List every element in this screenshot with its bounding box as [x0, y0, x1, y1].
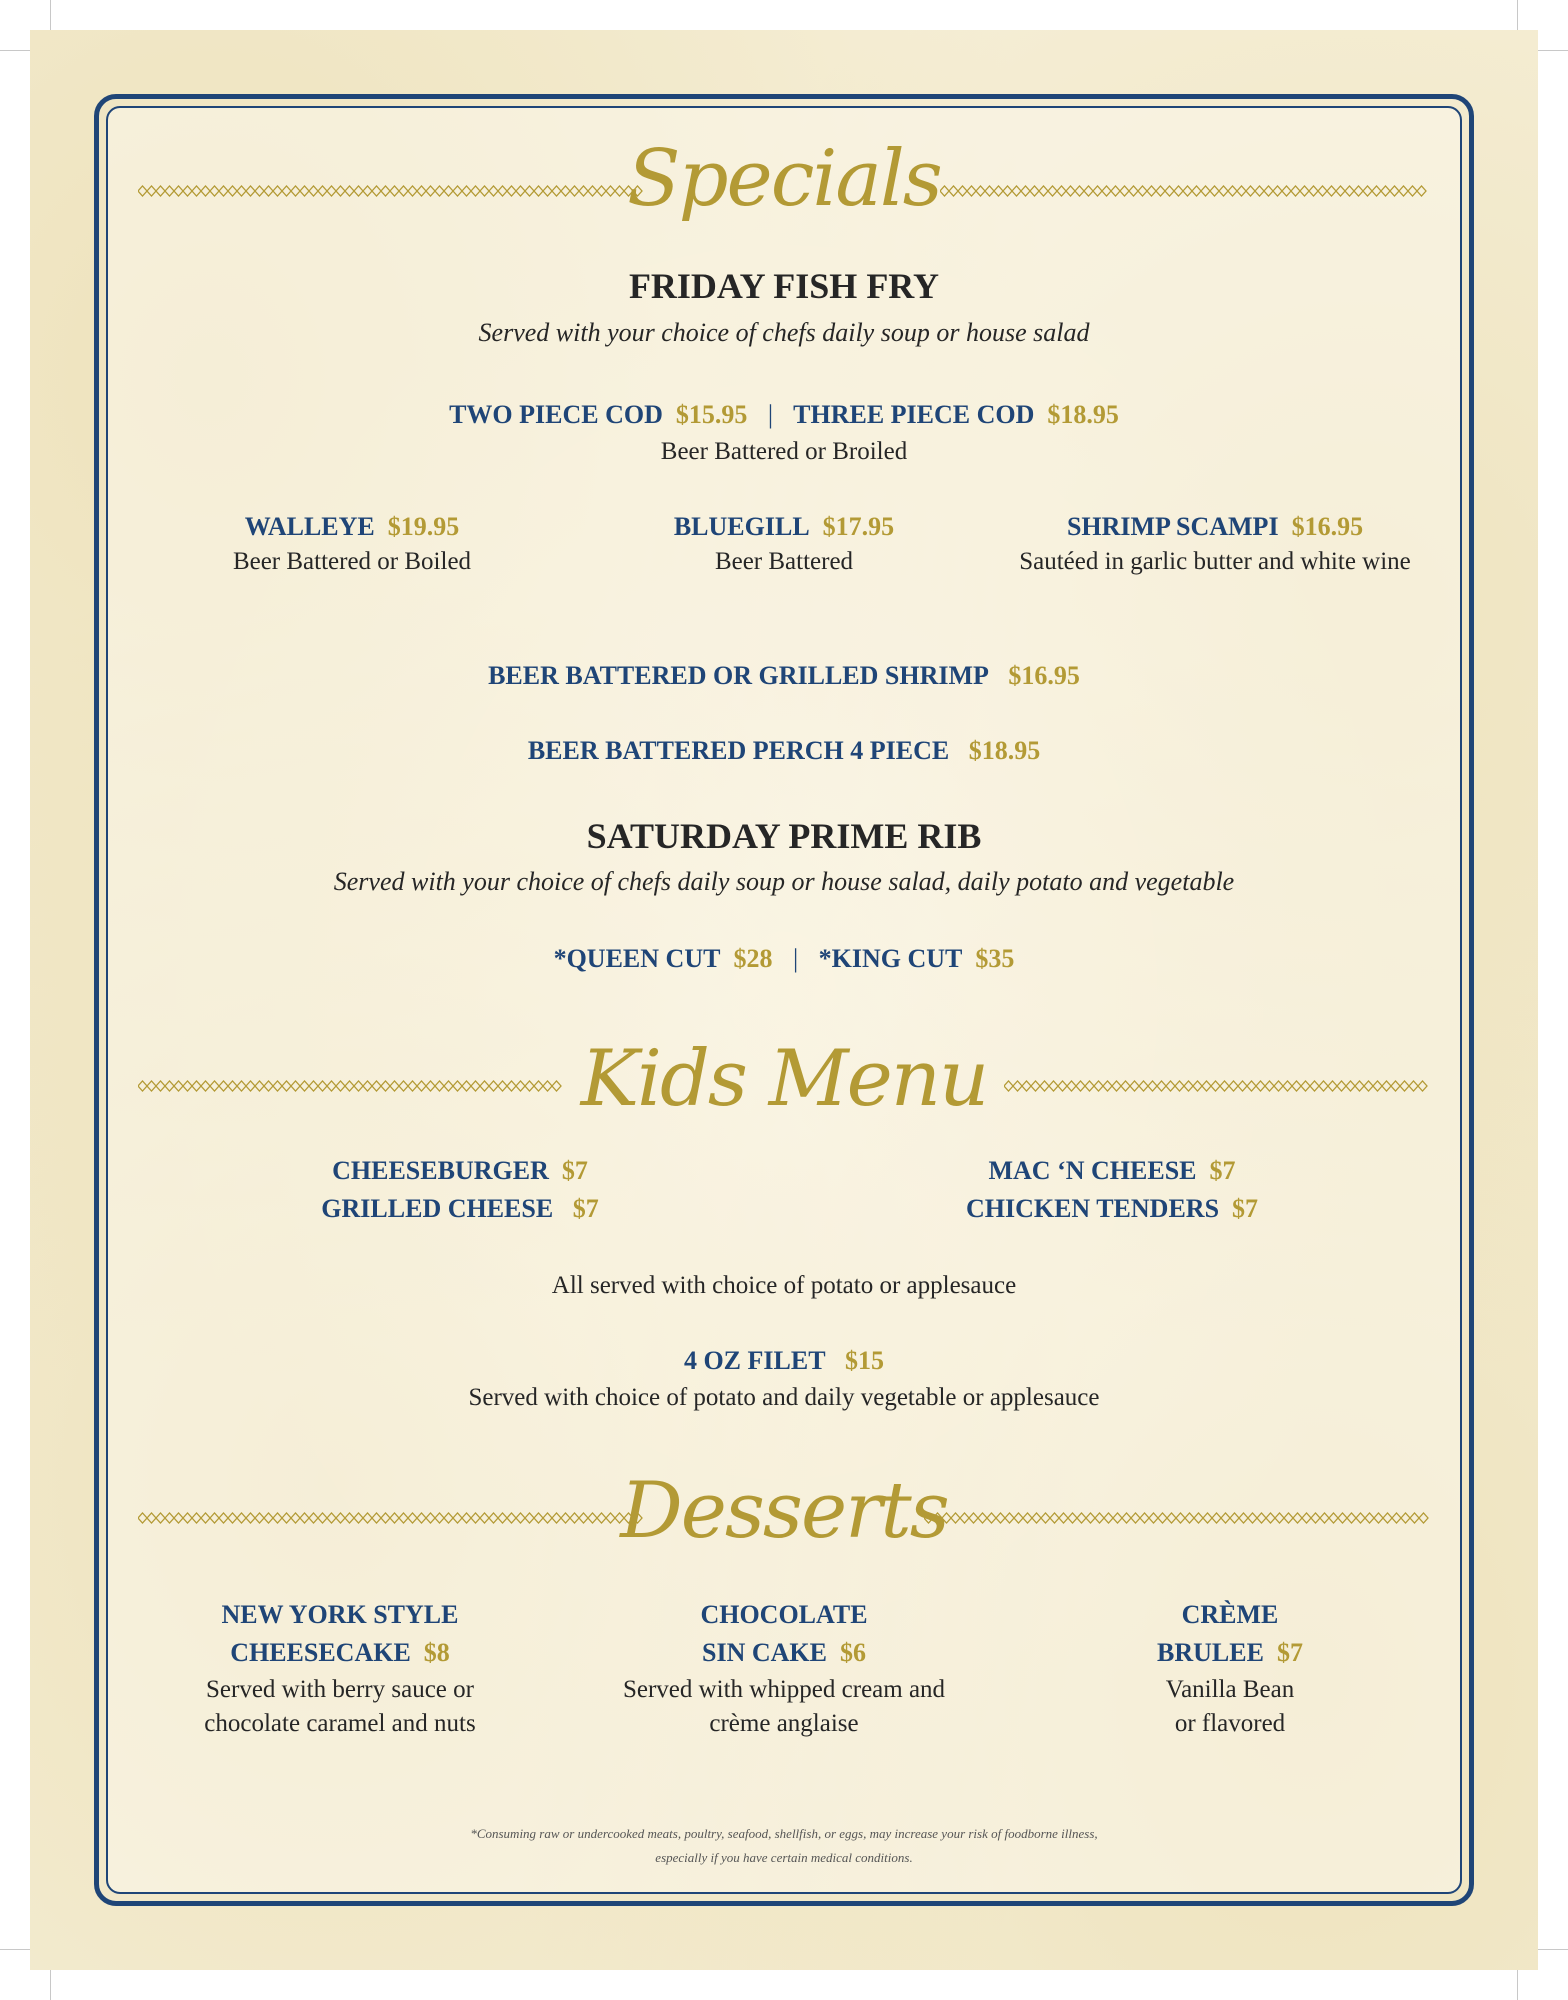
mac-n-cheese-name: MAC ‘N CHEESE	[988, 1156, 1197, 1185]
three-piece-cod-name: THREE PIECE COD	[793, 400, 1035, 429]
filet-name: 4 OZ FILET	[683, 1346, 826, 1375]
crop-mark	[50, 0, 51, 30]
disclaimer-line1: *Consuming raw or undercooked meats, poultry, seafood, shellfish, or eggs, may increase your risk of foodborne illness,	[470, 1826, 1098, 1841]
queen-cut-price: $28	[733, 944, 773, 973]
sin-cake-name-line2: SIN CAKE	[702, 1638, 827, 1667]
sin-cake-item	[584, 1600, 984, 1738]
sin-cake-name-line1: CHOCOLATE	[700, 1600, 868, 1629]
prime-rib-line	[0, 944, 1568, 974]
cheesecake-price: $8	[423, 1638, 450, 1667]
two-piece-cod-name: TWO PIECE COD	[449, 400, 663, 429]
queen-cut-name: *QUEEN CUT	[553, 944, 721, 973]
disclaimer-line2: especially if you have certain medical conditions.	[655, 1850, 913, 1865]
separator: |	[767, 400, 774, 429]
bluegill-name: BLUEGILL	[673, 512, 810, 541]
filet-description: Served with choice of potato and daily vegetable or applesauce	[468, 1384, 1100, 1411]
shrimp-name: BEER BATTERED OR GRILLED SHRIMP	[488, 661, 989, 690]
friday-fish-fry-heading: FRIDAY FISH FRY	[628, 266, 940, 306]
cod-line	[0, 400, 1568, 430]
perch-price: $18.95	[968, 736, 1041, 765]
grilled-cheese-name: GRILLED CHEESE	[321, 1194, 554, 1223]
creme-brulee-description-line1: Vanilla Bean	[1165, 1676, 1295, 1703]
three-piece-cod-price: $18.95	[1047, 400, 1119, 429]
grilled-cheese-price: $7	[572, 1194, 599, 1223]
shrimp-line	[0, 661, 1568, 691]
king-cut-price: $35	[975, 944, 1015, 973]
filet-line	[0, 1346, 1568, 1376]
cheesecake-description-line2: chocolate caramel and nuts	[204, 1710, 476, 1737]
creme-brulee-price: $7	[1276, 1638, 1303, 1667]
creme-brulee-item	[1030, 1600, 1430, 1738]
shrimp-scampi-description: Sautéed in garlic butter and white wine	[1019, 548, 1411, 575]
shrimp-scampi-item	[990, 512, 1440, 576]
filet-price: $15	[845, 1346, 885, 1375]
separator: |	[792, 944, 799, 973]
cheesecake-item	[140, 1600, 540, 1738]
kids-menu-title: Kids Menu	[580, 1034, 988, 1124]
perch-line	[0, 736, 1568, 766]
crop-mark	[1538, 1949, 1568, 1950]
friday-subtitle: Served with your choice of chefs daily soup or house salad	[478, 318, 1090, 347]
crop-mark	[1517, 1970, 1518, 2000]
two-piece-cod-price: $15.95	[675, 400, 748, 429]
bluegill-item	[604, 512, 964, 576]
shrimp-scampi-price: $16.95	[1291, 512, 1364, 541]
shrimp-price: $16.95	[1008, 661, 1080, 690]
cheeseburger-name: CHEESEBURGER	[332, 1156, 549, 1185]
saturday-prime-rib-heading: SATURDAY PRIME RIB	[586, 816, 982, 856]
cheeseburger-price: $7	[561, 1156, 588, 1185]
specials-title: Specials	[627, 134, 941, 224]
crop-mark	[50, 1970, 51, 2000]
bluegill-price: $17.95	[822, 512, 895, 541]
walleye-price: $19.95	[387, 512, 460, 541]
desserts-title: Desserts	[620, 1466, 948, 1556]
creme-brulee-description-line2: or flavored	[1174, 1710, 1286, 1737]
sin-cake-price: $6	[839, 1638, 866, 1667]
crop-mark	[0, 50, 30, 51]
shrimp-scampi-name: SHRIMP SCAMPI	[1066, 512, 1279, 541]
cheesecake-name-line2: CHEESECAKE	[230, 1638, 411, 1667]
creme-brulee-name-line1: CRÈME	[1181, 1600, 1279, 1629]
crop-mark	[1538, 50, 1568, 51]
mac-n-cheese-price: $7	[1209, 1156, 1236, 1185]
kids-right-column	[902, 1156, 1322, 1224]
walleye-description: Beer Battered or Boiled	[232, 548, 472, 575]
crop-mark	[1517, 0, 1518, 30]
cheesecake-name-line1: NEW YORK STYLE	[221, 1600, 459, 1629]
crop-mark	[0, 1949, 30, 1950]
chicken-tenders-price: $7	[1232, 1194, 1259, 1223]
creme-brulee-name-line2: BRULEE	[1157, 1638, 1264, 1667]
walleye-item	[172, 512, 532, 576]
bluegill-description: Beer Battered	[714, 548, 854, 575]
chicken-tenders-name: CHICKEN TENDERS	[965, 1194, 1220, 1223]
kids-left-column	[250, 1156, 670, 1224]
cod-description: Beer Battered or Broiled	[660, 438, 908, 465]
kids-note: All served with choice of potato or applesauce	[551, 1272, 1017, 1299]
walleye-name: WALLEYE	[244, 512, 375, 541]
king-cut-name: *KING CUT	[818, 944, 963, 973]
perch-name: BEER BATTERED PERCH 4 PIECE	[527, 736, 950, 765]
saturday-subtitle: Served with your choice of chefs daily soup or house salad, daily potato and vegetable	[333, 867, 1235, 896]
sin-cake-description-line2: crème anglaise	[709, 1710, 859, 1737]
cheesecake-description-line1: Served with berry sauce or	[206, 1676, 474, 1703]
sin-cake-description-line1: Served with whipped cream and	[622, 1676, 946, 1703]
